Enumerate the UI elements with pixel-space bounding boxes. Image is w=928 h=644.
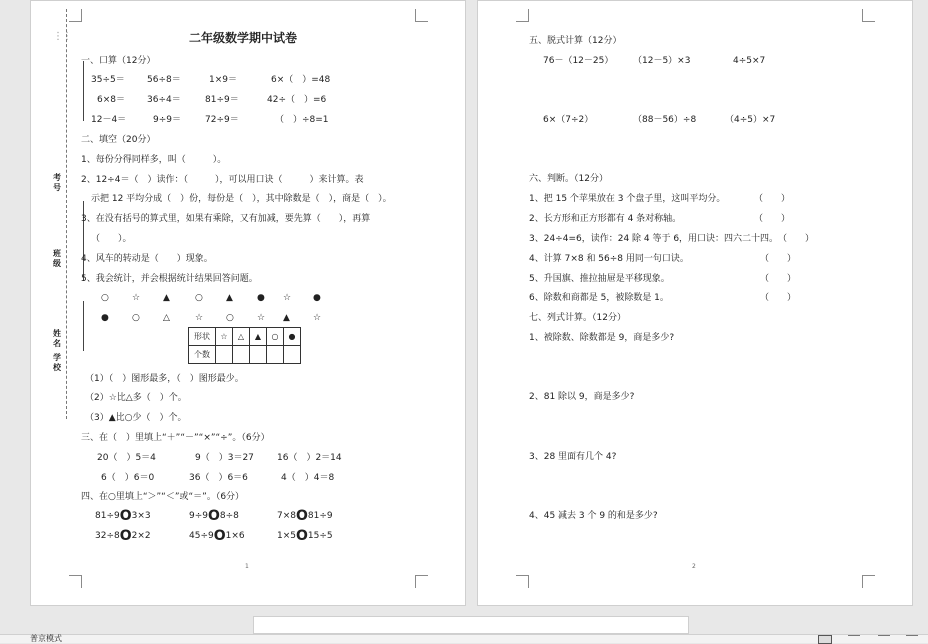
step-calc-item: （88－56）÷8	[633, 115, 697, 125]
answer-cell[interactable]	[284, 346, 301, 364]
table-cell: 形状	[189, 328, 216, 346]
section-heading: 六、判断。（12分）	[529, 174, 608, 184]
section-heading: 二、填空（20分）	[81, 135, 156, 145]
operator-item: 4（ ）4＝8	[281, 473, 335, 483]
answer-cell[interactable]	[233, 346, 250, 364]
compare-right: 1×6	[225, 531, 245, 541]
step-calc-item: 76－（12－25）	[543, 56, 614, 66]
operator-item: 6（ ）6＝0	[101, 473, 155, 483]
exam-page-1	[30, 0, 466, 606]
shape-glyph: ○	[226, 313, 234, 323]
shape-glyph: ●	[101, 313, 109, 323]
page-scroll-preview[interactable]	[253, 616, 689, 634]
table-cell: △	[233, 328, 250, 346]
binding-label-class: 班级	[53, 249, 61, 268]
operator-item: 20（ ）5＝4	[97, 453, 156, 463]
exam-title: 二年级数学期中试卷	[189, 31, 298, 45]
judge-answer[interactable]: （ ）	[778, 234, 815, 244]
compare-item	[189, 510, 239, 522]
compare-item	[277, 510, 333, 522]
compare-circle[interactable]: O	[119, 528, 132, 544]
compare-right: 8÷8	[219, 511, 239, 521]
shape-glyph: ▲	[163, 293, 170, 303]
compare-left: 7×8	[277, 511, 296, 521]
judge-item: 1、把 15 个苹果放在 3 个盘子里，这叫平均分。	[529, 194, 726, 204]
compare-left: 45÷9	[189, 531, 214, 541]
fill-blank-question: 示把 12 平均分成（ ）份，每份是（ ），其中除数是（ ），商是（ ）。	[91, 194, 392, 204]
binding-label-exam-no: 考号	[53, 173, 61, 192]
judge-answer[interactable]: （ ）	[760, 254, 797, 264]
compare-item	[277, 530, 333, 542]
shape-glyph: ☆	[195, 313, 204, 323]
oral-calc-item: 9÷9＝	[153, 115, 181, 125]
table-cell: ☆	[216, 328, 233, 346]
section-heading: 一、口算（12分）	[81, 56, 156, 66]
crop-mark	[516, 575, 529, 588]
shape-glyph: ●	[313, 293, 321, 303]
oral-calc-item: 56÷8＝	[147, 75, 181, 85]
table-cell: ▲	[250, 328, 267, 346]
binding-line-segment	[83, 61, 84, 121]
section-heading: 七、列式计算。（12分）	[529, 313, 626, 323]
step-calc-item: （4÷5）×7	[725, 115, 776, 125]
table-cell: ○	[267, 328, 284, 346]
word-problem: 1、被除数、除数都是 9，商是多少?	[529, 333, 675, 343]
compare-left: 1×5	[277, 531, 296, 541]
fill-blank-question: 5、我会统计，并会根据统计结果回答问题。	[81, 274, 258, 284]
shape-glyph: △	[163, 313, 170, 323]
page-number: 1	[245, 563, 249, 570]
page-number: 2	[692, 563, 696, 570]
operator-item: 36（ ）6＝6	[189, 473, 248, 483]
shape-glyph: ▲	[226, 293, 233, 303]
fill-blank-question: 2、12÷4＝（ ）读作：（ ），可以用口诀（ ）来计算。表	[81, 175, 364, 185]
compare-item	[189, 530, 245, 542]
exam-page-2	[477, 0, 913, 606]
table-row	[189, 328, 301, 346]
step-calc-item: （12－5）×3	[633, 56, 691, 66]
fill-blank-question: 3、在没有括号的算式里，如果有乘除，又有加减，要先算（ ），再算	[81, 214, 371, 224]
shape-glyph: ○	[101, 293, 109, 303]
table-row	[189, 346, 301, 364]
crop-mark	[862, 9, 875, 22]
judge-item: 3、24÷4=6，读作：24 除 4 等于 6，用口诀：四六二十四。	[529, 234, 779, 244]
oral-calc-item: 6×8＝	[97, 95, 125, 105]
answer-cell[interactable]	[216, 346, 233, 364]
page-view-icon[interactable]	[818, 635, 832, 644]
compare-circle[interactable]: O	[296, 528, 308, 544]
operator-item: 16（ ）2＝14	[277, 453, 342, 463]
operator-item: 9（ ）3＝27	[195, 453, 254, 463]
binding-label-name: 姓名	[53, 329, 61, 348]
statistics-table	[188, 327, 301, 364]
compare-right: 3×3	[131, 511, 151, 521]
crop-mark	[415, 9, 428, 22]
word-problem: 2、81 除以 9，商是多少?	[529, 392, 635, 402]
table-cell: ●	[284, 328, 301, 346]
compare-right: 2×2	[131, 531, 151, 541]
fill-blank-question: 1、每份分得同样多，叫（ ）。	[81, 155, 227, 165]
compare-circle[interactable]: O	[208, 508, 220, 524]
oral-calc-item: 1×9＝	[209, 75, 237, 85]
compare-right: 81÷9	[307, 511, 333, 521]
shape-glyph: ○	[132, 313, 140, 323]
shape-glyph: ▲	[283, 313, 290, 323]
judge-item: 2、长方形和正方形都有 4 条对称轴。	[529, 214, 682, 224]
edit-mode-label[interactable]: 普京模式	[30, 634, 62, 643]
section-heading: 四、在○里填上“＞”“＜”或“＝”。（6分）	[81, 492, 245, 502]
crop-mark	[69, 575, 82, 588]
compare-left: 9÷9	[189, 511, 208, 521]
binding-dashed-line	[66, 9, 67, 419]
compare-circle[interactable]: O	[213, 528, 226, 544]
compare-item	[95, 530, 151, 542]
judge-answer[interactable]: （ ）	[754, 214, 791, 224]
compare-left: 32÷8	[95, 531, 120, 541]
oral-calc-item: 42÷（ ）=6	[267, 95, 327, 105]
shape-glyph: ●	[257, 293, 265, 303]
compare-left: 81÷9	[95, 511, 120, 521]
crop-mark	[516, 9, 529, 22]
section-heading: 五、脱式计算（12分）	[529, 36, 622, 46]
oral-calc-item: （ ）÷8=1	[275, 115, 329, 125]
shape-glyph: ○	[195, 293, 203, 303]
binding-label-school: 学校	[53, 353, 61, 372]
judge-answer[interactable]: （ ）	[760, 274, 797, 284]
section-heading: 三、在（ ）里填上“＋”“－”“×”“÷”。（6分）	[81, 433, 270, 443]
crop-mark	[69, 9, 82, 22]
oral-calc-item: 12－4＝	[91, 115, 127, 125]
sub-question: （2）☆比△多（ ）个。	[85, 393, 187, 403]
word-problem: 3、28 里面有几个 4?	[529, 452, 617, 462]
judge-answer[interactable]: （ ）	[760, 293, 797, 303]
sub-question: （1）（ ）图形最多，（ ）图形最少。	[85, 374, 244, 384]
compare-circle[interactable]: O	[119, 508, 132, 524]
table-cell: 个数	[189, 346, 216, 364]
shape-glyph: ☆	[283, 293, 292, 303]
compare-right: 15÷5	[307, 531, 333, 541]
crop-mark	[415, 575, 428, 588]
step-calc-item: 4÷5×7	[733, 56, 766, 66]
fill-blank-question: 4、风车的转动是（ ）现象。	[81, 254, 213, 264]
oral-calc-item: 35÷5＝	[91, 75, 125, 85]
binding-line-segment	[83, 301, 84, 351]
oral-calc-item: 36÷4＝	[147, 95, 181, 105]
sub-question: （3）▲比○少（ ）个。	[85, 413, 187, 423]
compare-circle[interactable]: O	[296, 508, 308, 524]
oral-calc-item: 72÷9＝	[205, 115, 239, 125]
compare-item	[95, 510, 151, 522]
oral-calc-item: 81÷9＝	[205, 95, 239, 105]
word-problem: 4、45 减去 3 个 9 的和是多少?	[529, 511, 658, 521]
drag-handle-icon[interactable]: ⋮⋮	[53, 31, 71, 42]
shape-glyph: ☆	[132, 293, 141, 303]
judge-answer[interactable]: （ ）	[754, 194, 791, 204]
shape-glyph: ☆	[257, 313, 266, 323]
answer-cell[interactable]	[250, 346, 267, 364]
shape-glyph: ☆	[313, 313, 322, 323]
crop-mark	[862, 575, 875, 588]
answer-cell[interactable]	[267, 346, 284, 364]
judge-item: 6、除数和商都是 5，被除数是 1。	[529, 293, 669, 303]
oral-calc-item: 6×（ ）=48	[271, 75, 331, 85]
fill-blank-question: （ ）。	[91, 234, 132, 244]
step-calc-item: 6×（7÷2）	[543, 115, 594, 125]
judge-item: 5、升国旗、推拉抽屉是平移现象。	[529, 274, 670, 284]
judge-item: 4、计算 7×8 和 56÷8 用同一句口诀。	[529, 254, 689, 264]
